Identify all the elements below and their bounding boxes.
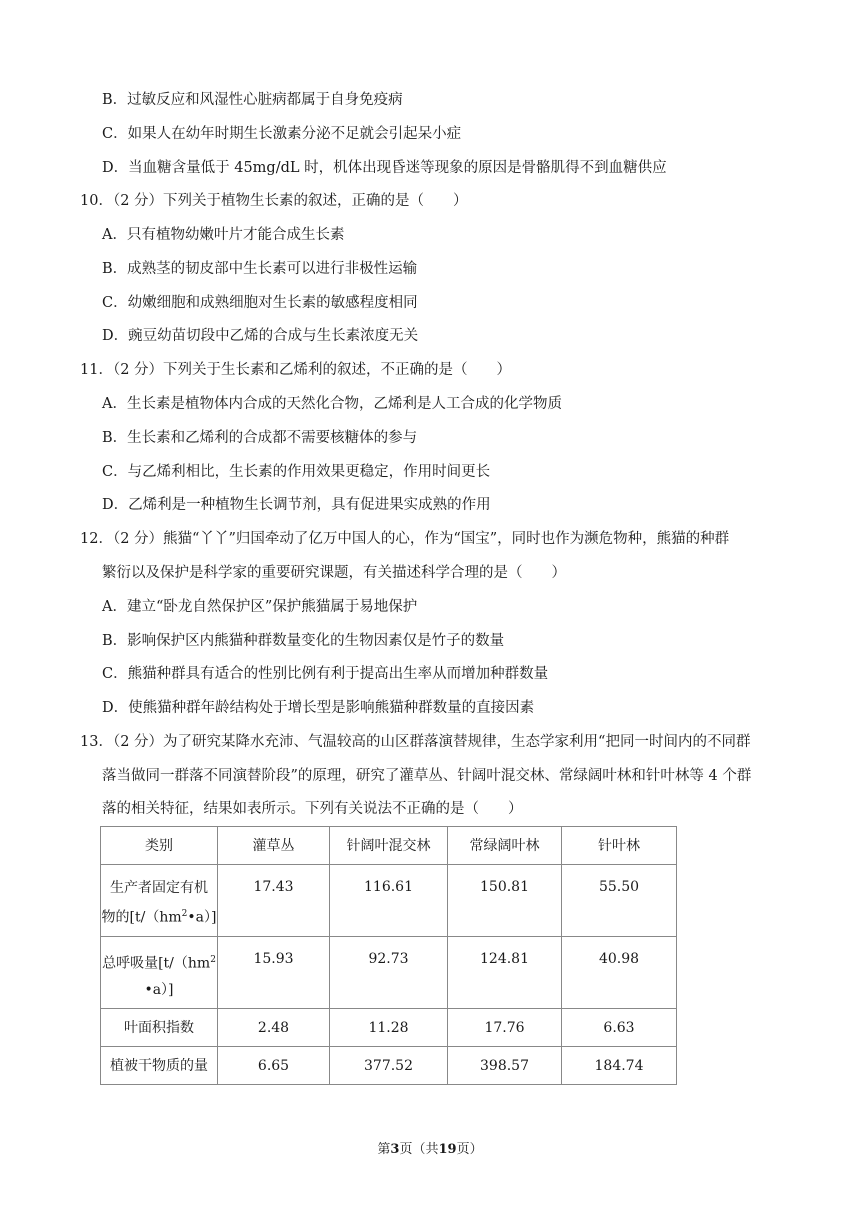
- q12-option-a: A．建立“卧龙自然保护区”保护熊猫属于易地保护: [102, 599, 418, 615]
- q12-option-b: B．影响保护区内熊猫种群数量变化的生物因素仅是竹子的数量: [102, 633, 505, 649]
- q10-stem: 10．（2 分）下列关于植物生长素的叙述，正确的是（ ）: [80, 193, 468, 209]
- table-cell: 6.65: [218, 1047, 330, 1085]
- table-cell: 40.98: [562, 937, 677, 1009]
- q10-option-d: D．豌豆幼苗切段中乙烯的合成与生长素浓度无关: [102, 328, 419, 344]
- q11-stem: 11．（2 分）下列关于生长素和乙烯利的叙述，不正确的是（ ）: [80, 362, 512, 378]
- table-cell: 184.74: [562, 1047, 677, 1085]
- q9-option-b: B．过敏反应和风湿性心脏病都属于自身免疫病: [102, 92, 403, 108]
- footer-mid: 页（共: [399, 1142, 439, 1157]
- page-footer: [0, 1138, 860, 1157]
- q11-option-a: A．生长素是植物体内合成的天然化合物，乙烯利是人工合成的化学物质: [102, 396, 562, 412]
- q11-option-c: C．与乙烯利相比，生长素的作用效果更稳定，作用时间更长: [102, 464, 491, 480]
- table-header-cell: 常绿阔叶林: [448, 827, 562, 865]
- row-label: 生产者固定有机 物的$[t/(hm^2•a)]$: [101, 865, 218, 937]
- table-cell: 17.76: [448, 1009, 562, 1047]
- table-cell: 15.93: [218, 937, 330, 1009]
- q13-stem-line1: 13．（2 分）为了研究某降水充沛、气温较高的山区群落演替规律，生态学家利用“把同一时间内的不同群: [80, 734, 751, 750]
- footer-total-pages: 19: [438, 1142, 457, 1157]
- table-cell: 116.61: [330, 865, 448, 937]
- table-header-cell: 灌草丛: [218, 827, 330, 865]
- row-label: 总呼吸量[$t/(hm^2$ •a）]: [101, 937, 218, 1009]
- footer-prefix: 第: [377, 1142, 391, 1157]
- q10-option-b: B．成熟茎的韧皮部中生长素可以进行非极性运输: [102, 261, 418, 277]
- q11-option-d: D．乙烯利是一种植物生长调节剂，具有促进果实成熟的作用: [102, 497, 491, 513]
- table-header-cell: 针叶林: [562, 827, 677, 865]
- table-cell: 11.28: [330, 1009, 448, 1047]
- q12-option-c: C．熊猫种群具有适合的性别比例有利于提高出生率从而增加种群数量: [102, 666, 549, 682]
- q10-option-c: C．幼嫩细胞和成熟细胞对生长素的敏感程度相同: [102, 295, 418, 311]
- row-label: 植被干物质的量: [101, 1047, 218, 1085]
- footer-page-number: 3: [390, 1142, 400, 1157]
- table-cell: 92.73: [330, 937, 448, 1009]
- q12-stem-line2: 繁衍以及保护是科学家的重要研究课题，有关描述科学合理的是（ ）: [102, 565, 566, 581]
- table-header-row: [101, 827, 677, 865]
- table-cell: 377.52: [330, 1047, 448, 1085]
- q12-option-d: D．使熊猫种群年龄结构处于增长型是影响熊猫种群数量的直接因素: [102, 700, 535, 716]
- table-cell: 55.50: [562, 865, 677, 937]
- table-header-cell: 针阔叶混交林: [330, 827, 448, 865]
- table-row: [101, 1047, 677, 1085]
- row-label: 叶面积指数: [101, 1009, 218, 1047]
- table-cell: 17.43: [218, 865, 330, 937]
- table-cell: 2.48: [218, 1009, 330, 1047]
- table-row: [101, 1009, 677, 1047]
- q13-stem-line2: 落当做同一群落不同演替阶段”的原理，研究了灌草丛、针阔叶混交林、常绿阔叶林和针叶林等 4 个群: [102, 768, 752, 784]
- q9-option-c: C．如果人在幼年时期生长激素分泌不足就会引起呆小症: [102, 126, 462, 142]
- community-data-table: [100, 826, 677, 1085]
- table-row: [101, 937, 677, 1009]
- table-cell: 124.81: [448, 937, 562, 1009]
- q10-option-a: A．只有植物幼嫩叶片才能合成生长素: [102, 227, 345, 243]
- table-row: [101, 865, 677, 937]
- q13-stem-line3: 落的相关特征，结果如表所示。下列有关说法不正确的是（ ）: [102, 801, 523, 817]
- table-header-cell: 类别: [101, 827, 218, 865]
- footer-suffix: 页）: [456, 1142, 483, 1157]
- table-cell: 6.63: [562, 1009, 677, 1047]
- q9-option-d: D．当血糖含量低于 45mg/dL 时，机体出现昏迷等现象的原因是骨骼肌得不到血糖供应: [102, 160, 667, 176]
- table-cell: 150.81: [448, 865, 562, 937]
- q11-option-b: B．生长素和乙烯利的合成都不需要核糖体的参与: [102, 430, 418, 446]
- table-cell: 398.57: [448, 1047, 562, 1085]
- q12-stem-line1: 12．（2 分）熊猫“丫丫”归国牵动了亿万中国人的心，作为“国宝”，同时也作为濒危物种，熊猫的种群: [80, 531, 730, 547]
